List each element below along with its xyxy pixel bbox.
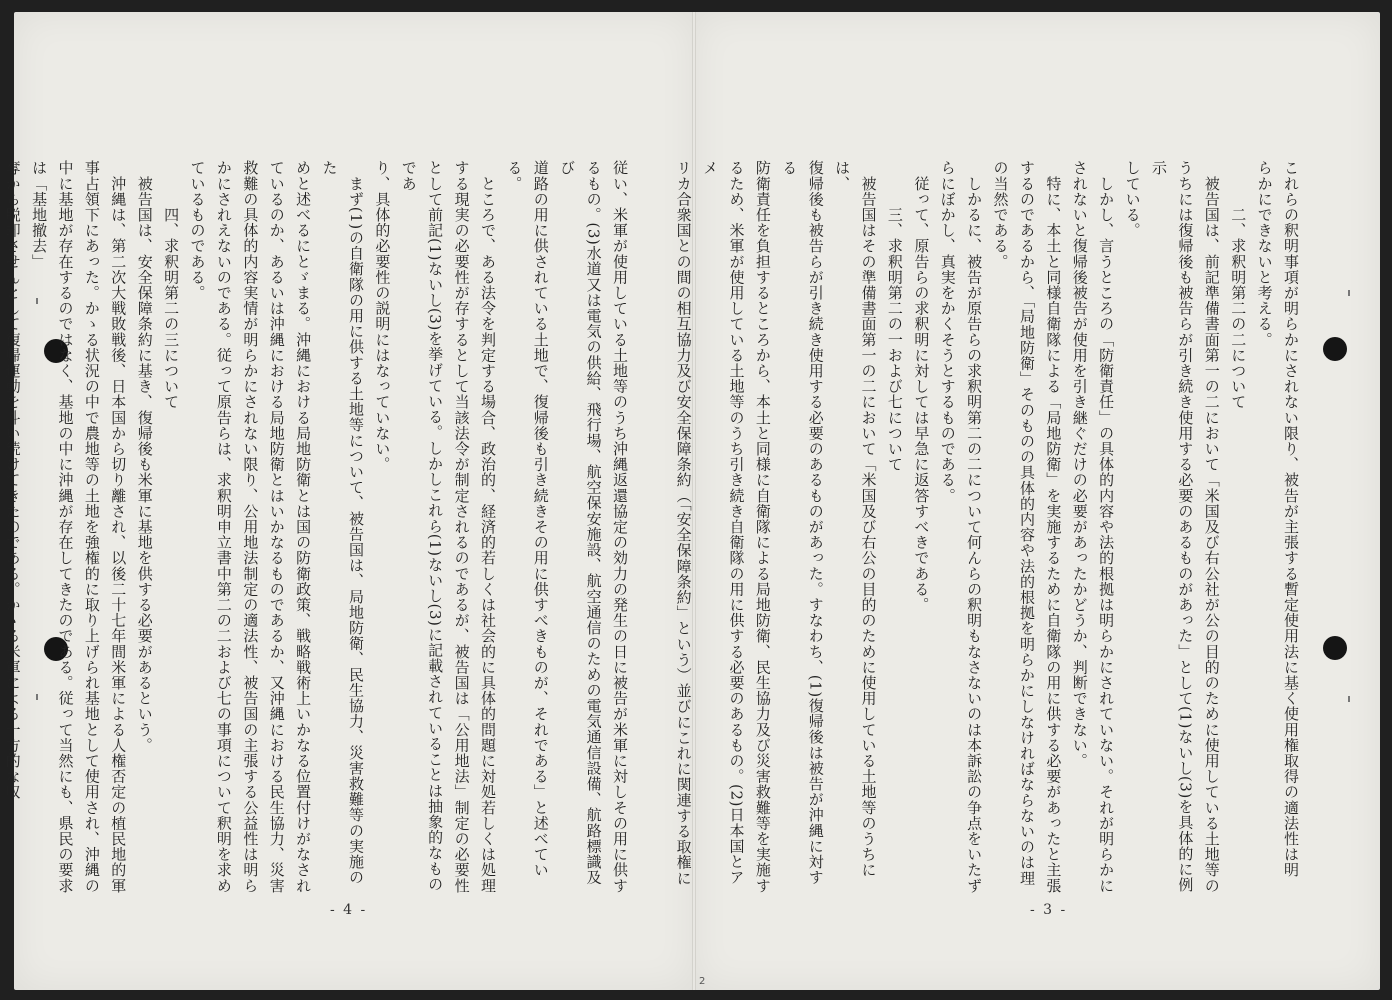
page-number-left: - 4 -	[330, 902, 368, 918]
right-page-body-text: これらの釈明事項が明らかにされない限り、被告が主張する暫定使用法に基く使用権取得の適法性は明 らかにできないと考える。 二、求釈明第二の二について 被告国は、前記準備書面第一の二において「米国及び右公社が公の目的のために使用している土地等の うちには復帰後も被告らが引き続き使用する必要のあるものがあった」として(1)ないし(3)を具体的に例示 している。 しかし、言うところの「防衛責任」の具体的内容や法的根拠は明らかにされていない。それが明らかに されないと復帰後被告が使用を引き継ぐだけの必要があったかどうか、判断できない。 特に、本土と同様自衛隊による「局地防衛」を実施するために自衛隊の用に供する必要があったと主張 するのであるから、「局地防衛」そのものの具体的内容や法的根拠を明らかにしなければならないのは理 の当然である。 しかるに、被告が原告らの求釈明第二の二について何んらの釈明もなさないのは本訴訟の争点をいたず らにぼかし、真実をかくそうとするものである。 従って、原告らの求釈明に対しては早急に返答すべきである。 三、求釈明第二の一および七について 被告国はその準備書面第一の二において「米国及び右公の目的のために使用している土地等のうちには、 復帰後も被告らが引き続き使用する必要のあるものがあった。すなわち、(1)復帰後は被告が沖縄に対する 防衛責任を負担するところから、本土と同様に自衛隊による局地防衛、民生協力及び災害救難等を実施す るため、米軍が使用している土地等のうち引き続き自衛隊の用に供する必要のあるもの。(2)日本国とアメ リカ合衆国との間の相互協力及び安全保障条約（「安全保障条約」という）並びにこれに関連する取権に	[674, 160, 1300, 894]
margin-tick	[36, 694, 38, 700]
margin-tick	[1348, 696, 1350, 702]
page-number-right: - 3 -	[1030, 902, 1068, 918]
margin-tick	[1348, 290, 1350, 296]
binder-hole-right-bottom	[1323, 636, 1347, 660]
gutter-mark: 2	[699, 976, 706, 987]
binder-hole-right-top	[1323, 337, 1347, 361]
margin-tick	[36, 298, 38, 304]
left-page-body-text: 従い、米軍が使用している土地等のうち沖縄返還協定の効力の発生の日に被告が米軍に対しその用に供す るもの。(3)水道又は電気の供給、飛行場、航空保安施設、航空通信のための電気通信設備、航路標識及び 道路の用に供されている土地で、復帰後も引き続きその用に供すべきものが、それである」と述べている。 ところで、ある法令を判定する場合、政治的、経済的若しくは社会的に具体的問題に対処若しくは処理 する現実の必要性が存するとして当該法令が制定されるのであるが、被告国は「公用地法」制定の必要性 として前記(1)ないし(3)を挙げている。しかしこれら(1)ないし(3)に記載されていることは抽象的なものであ り、具体的必要性の説明にはなっていない。 まず(1)の自衛隊の用に供する土地等について、被告国は、局地防衛、民生協力、災害救難等の実施のた めと述べるにとゞまる。沖縄における局地防衛とは国の防衛政策、戦略戦術上いかなる位置付けがなされ ているのか、あるいは沖縄における局地防衛とはいかなるものであるか、又沖縄における民生協力、災害 救難の具体的内容実情が明らかにされない限り、公用地法制定の適法性、被告国の主張する公益性は明ら かにされえないのである。従って原告らは、求釈明申立書中第二の二および七の事項について釈明を求め ているものである。 四、求釈明第二の三について 被告国は、安全保障条約に基き、復帰後も米軍に基地を供する必要があるという。 沖縄は、第二次大戦敗戦後、日本国から切り離され、以後二十七年間米軍による人権否定の植民地的軍 事占領下にあった。かゝる状況の中で農地等の土地を強権的に取り上げられ基地として使用され、沖縄の 中に基地が存在するのではなく、基地の中に沖縄が存在してきたのである。従って当然にも、県民の要求は「基地撤去」 奪から脱却させんとして復帰運動を斗い続けてきたのである。かゝる米軍による一方的な収	[3, 160, 629, 894]
